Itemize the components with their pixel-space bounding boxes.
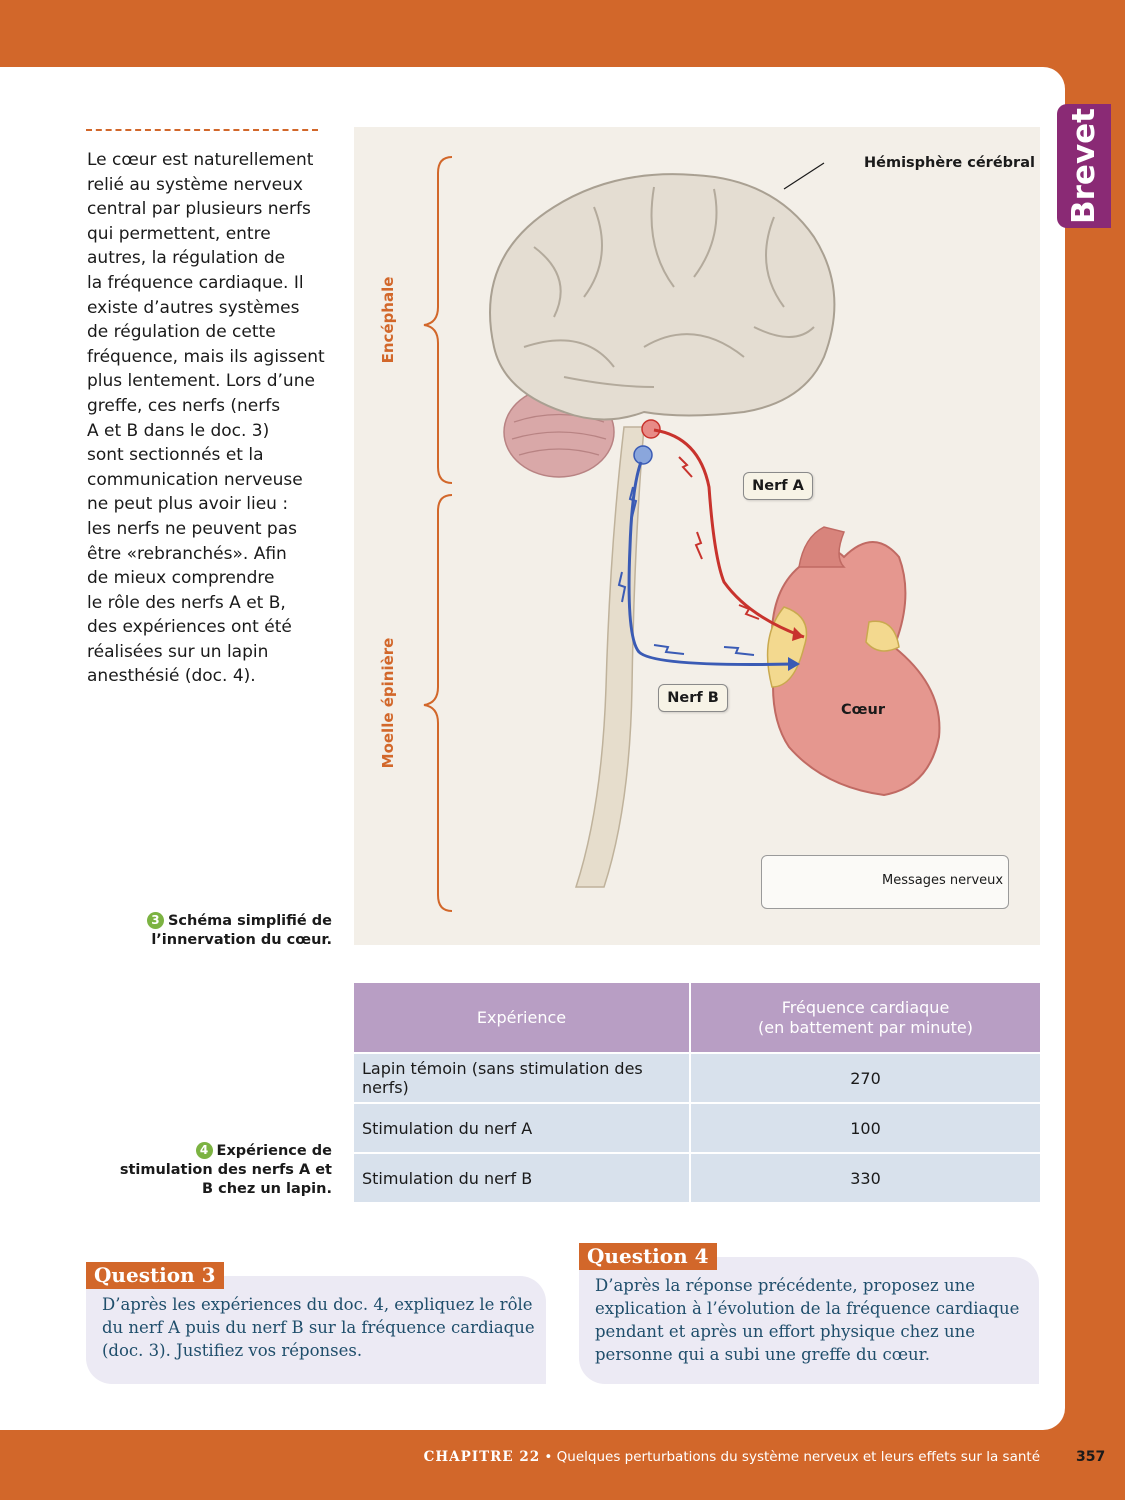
encephale-bracket: [424, 157, 452, 483]
nucleus-a: [642, 420, 660, 438]
table-row: [354, 1053, 1040, 1103]
footer: [424, 1449, 1040, 1465]
cerebral-hemisphere: [490, 174, 834, 419]
footer-separator: •: [544, 1449, 553, 1465]
row-experience: Stimulation du nerf B: [354, 1153, 690, 1202]
doc4-number-badge: 4: [196, 1142, 213, 1159]
doc4-caption-text: Expérience de stimulation des nerfs A et B chez un lapin.: [119, 1143, 332, 1197]
table-header-row: [354, 983, 1040, 1053]
doc4-caption: [112, 1142, 332, 1199]
header-experience: Expérience: [354, 983, 690, 1053]
doc3-caption-text: Schéma simplifié de l’innervation du cœur.: [151, 913, 332, 948]
innervation-diagram: [354, 127, 1040, 945]
nerf-b-label: Nerf B: [658, 684, 728, 712]
question4-text: D’après la réponse précédente, proposez une explication à l’évolution de la fréquence cardiaque pendant et après un effort physique chez une personne qui a subi une greffe du cœur.: [595, 1276, 1020, 1364]
nerf-a-label: Nerf A: [743, 472, 813, 500]
question4-label: Question 4: [579, 1243, 717, 1270]
intro-divider: [86, 129, 318, 131]
row-frequence: 100: [690, 1103, 1040, 1153]
experiment-table: [354, 983, 1040, 1202]
row-frequence: 270: [690, 1053, 1040, 1103]
diagram-illustration: [354, 127, 1040, 945]
coeur-label: Cœur: [841, 702, 885, 718]
table-row: [354, 1103, 1040, 1153]
nucleus-b: [634, 446, 652, 464]
legend-label: Messages nerveux: [882, 873, 1004, 888]
footer-chapter: CHAPITRE 22: [423, 1449, 541, 1465]
legend-box: [761, 855, 1009, 909]
doc3-number-badge: 3: [147, 912, 164, 929]
doc3-caption: [122, 912, 332, 950]
moelle-bracket: [424, 495, 452, 911]
encephale-label: Encéphale: [379, 276, 397, 364]
row-experience: Lapin témoin (sans stimulation des nerfs): [354, 1053, 690, 1103]
page-number: 357: [1076, 1449, 1106, 1465]
header-frequence: Fréquence cardiaque (en battement par minute): [690, 983, 1040, 1053]
moelle-label: Moelle épinière: [379, 637, 397, 769]
question3-label: Question 3: [86, 1262, 224, 1289]
row-frequence: 330: [690, 1153, 1040, 1202]
question3-text: D’après les expériences du doc. 4, expliquez le rôle du nerf A puis du nerf B sur la fréquence cardiaque (doc. 3). Justifiez vos réponses.: [102, 1295, 535, 1360]
hemisphere-label: Hémisphère cérébral: [864, 155, 1035, 171]
footer-title: Quelques perturbations du système nerveux et leurs effets sur la santé: [556, 1449, 1040, 1465]
intro-paragraph: Le cœur est naturellement relié au système nerveux central par plusieurs nerfs qui permettent, entre autres, la régulation de la fréquence cardiaque. Il existe d’autres systèmes de régulation de cette fréquence, mais ils agissent plus lentement. Lors d’une greffe, ces nerfs (nerfs A et B dans le doc. 3) sont sectionnés et la communication nerveuse ne peut plus avoir lieu : les nerfs ne peuvent pas être «rebranchés». Afin de mieux comprendre le rôle des nerfs A et B, des expériences ont été réalisées sur un lapin anesthésié (doc. 4).: [87, 150, 325, 687]
row-experience: Stimulation du nerf A: [354, 1103, 690, 1153]
brevet-tab-label: Brevet: [1066, 108, 1102, 224]
table-row: [354, 1153, 1040, 1202]
